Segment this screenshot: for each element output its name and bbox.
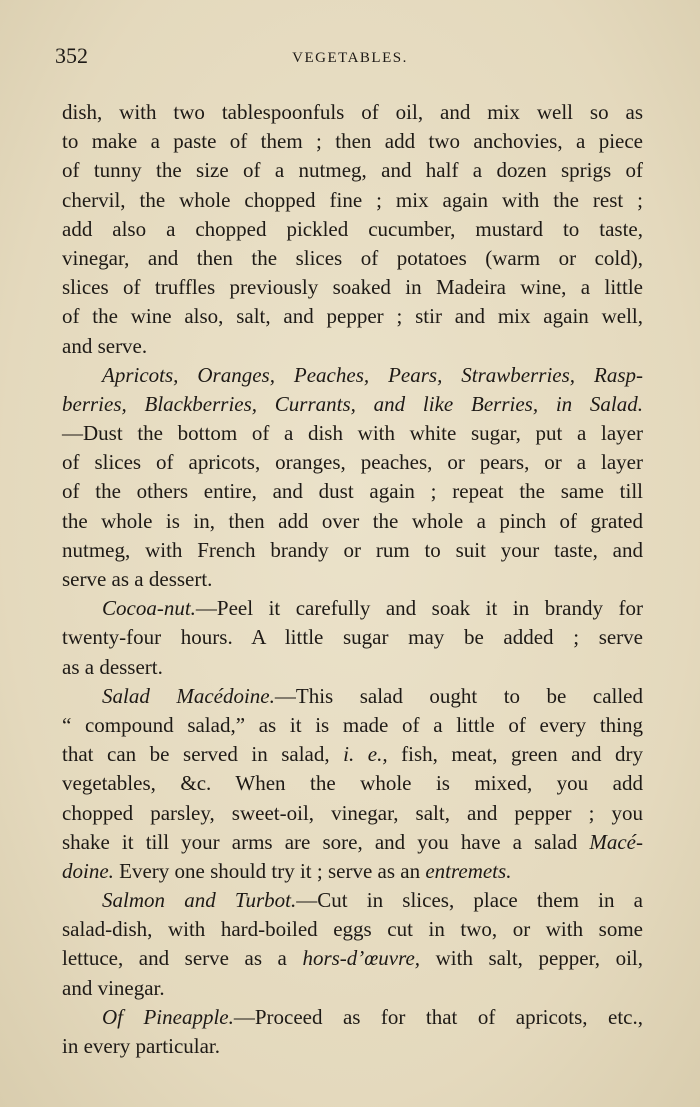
text-line bbox=[62, 477, 643, 506]
text-line bbox=[62, 507, 643, 536]
italic-text: Cocoa-nut. bbox=[102, 596, 196, 621]
text-segment: in every particular. bbox=[62, 1034, 221, 1058]
text-segment: and vinegar. bbox=[62, 975, 165, 1000]
text-line bbox=[62, 1032, 643, 1061]
text-line bbox=[62, 1003, 643, 1032]
text-segment: that can be served in salad, bbox=[62, 742, 344, 767]
text-segment: —Dust the bottom of a dish with white sugar, put a layer bbox=[62, 421, 643, 446]
text-line bbox=[62, 915, 643, 944]
text-segment: dish, with two tablespoonfuls of oil, and mix well so as bbox=[62, 100, 643, 124]
text-line bbox=[62, 623, 643, 652]
italic-text: Salad Macédoine. bbox=[102, 683, 275, 708]
text-line bbox=[62, 244, 643, 273]
text-line bbox=[62, 361, 643, 390]
text-segment: twenty-four hours. A little sugar may be added ; serve bbox=[62, 625, 643, 650]
italic-text: Macé- bbox=[589, 829, 643, 854]
text-line bbox=[62, 536, 643, 565]
text-segment: add also a chopped pickled cucumber, mustard to taste, bbox=[62, 216, 643, 241]
text-segment: fish, meat, green and dry bbox=[387, 742, 643, 767]
text-segment: Every one should try it ; serve as an bbox=[113, 858, 426, 883]
text-line bbox=[62, 273, 643, 302]
text-segment: chervil, the whole chopped fine ; mix again with the rest ; bbox=[62, 187, 643, 212]
text-segment: lettuce, and serve as a bbox=[62, 946, 303, 971]
text-segment: nutmeg, with French brandy or rum to suit your taste, and bbox=[62, 537, 643, 562]
text-segment: chopped parsley, sweet-oil, vinegar, salt, and pepper ; you bbox=[62, 800, 643, 825]
italic-text: entremets. bbox=[425, 858, 512, 883]
text-line bbox=[62, 419, 643, 448]
text-line bbox=[62, 186, 643, 215]
text-segment: serve as a dessert. bbox=[62, 567, 213, 591]
text-segment: —Cut in slices, place them in a bbox=[296, 888, 643, 913]
text-line bbox=[62, 448, 643, 477]
italic-text: doine. bbox=[62, 858, 114, 883]
text-line bbox=[62, 156, 643, 185]
text-segment: of the others entire, and dust again ; repeat the same till bbox=[62, 479, 643, 504]
text-segment: —Proceed as for that of apricots, etc., bbox=[233, 1004, 643, 1029]
text-line bbox=[62, 594, 643, 623]
running-title: VEGETABLES. bbox=[292, 50, 408, 66]
text-segment: the whole is in, then add over the whole a pinch of grated bbox=[62, 508, 643, 533]
italic-text: hors-d’œuvre, bbox=[302, 946, 421, 971]
text-segment: with salt, pepper, oil, bbox=[420, 946, 643, 971]
text-segment: and serve. bbox=[62, 333, 148, 358]
text-segment: —This salad ought to be called bbox=[274, 683, 644, 708]
text-segment: vegetables, &c. When the whole is mixed, you add bbox=[62, 771, 643, 796]
page-number: 352 bbox=[55, 43, 88, 68]
text-segment: “ compound salad,” as it is made of a little of every thing bbox=[62, 712, 643, 737]
text-segment: of slices of apricots, oranges, peaches, or pears, or a layer bbox=[62, 450, 643, 475]
text-line bbox=[62, 565, 643, 594]
text-line bbox=[62, 799, 643, 828]
text-segment: as a dessert. bbox=[62, 654, 163, 679]
text-segment: salad-dish, with hard-boiled eggs cut in two, or with some bbox=[62, 917, 643, 942]
page-body-text bbox=[62, 98, 643, 1061]
text-segment: vinegar, and then the slices of potatoes (warm or cold), bbox=[62, 245, 643, 270]
text-line bbox=[62, 215, 643, 244]
text-line bbox=[62, 857, 643, 886]
text-line bbox=[62, 944, 643, 973]
text-segment: to make a paste of them ; then add two anchovies, a piece bbox=[62, 129, 643, 154]
italic-text: berries, Blackberries, Currants, and like Berries, in Salad. bbox=[62, 391, 643, 416]
text-line bbox=[62, 390, 643, 419]
italic-text: Of Pineapple. bbox=[102, 1004, 234, 1029]
text-line bbox=[62, 332, 643, 361]
text-line bbox=[62, 711, 643, 740]
text-line bbox=[62, 974, 643, 1003]
italic-text: i. e., bbox=[343, 742, 388, 767]
text-line bbox=[62, 653, 643, 682]
text-segment: of tunny the size of a nutmeg, and half a dozen sprigs of bbox=[62, 158, 643, 183]
text-line bbox=[62, 769, 643, 798]
text-line bbox=[62, 98, 643, 127]
text-line bbox=[62, 886, 643, 915]
text-line bbox=[62, 127, 643, 156]
italic-text: Salmon and Turbot. bbox=[102, 888, 297, 913]
text-line bbox=[62, 682, 643, 711]
text-segment: of the wine also, salt, and pepper ; stir and mix again well, bbox=[62, 304, 643, 329]
text-line bbox=[62, 828, 643, 857]
text-line bbox=[62, 302, 643, 331]
text-segment: slices of truffles previously soaked in Madeira wine, a little bbox=[62, 275, 643, 300]
italic-text: Apricots, Oranges, Peaches, Pears, Strawberries, Rasp- bbox=[102, 362, 643, 387]
text-segment: —Peel it carefully and soak it in brandy for bbox=[195, 596, 643, 621]
text-line bbox=[62, 740, 643, 769]
text-segment: shake it till your arms are sore, and you have a salad bbox=[62, 829, 590, 854]
